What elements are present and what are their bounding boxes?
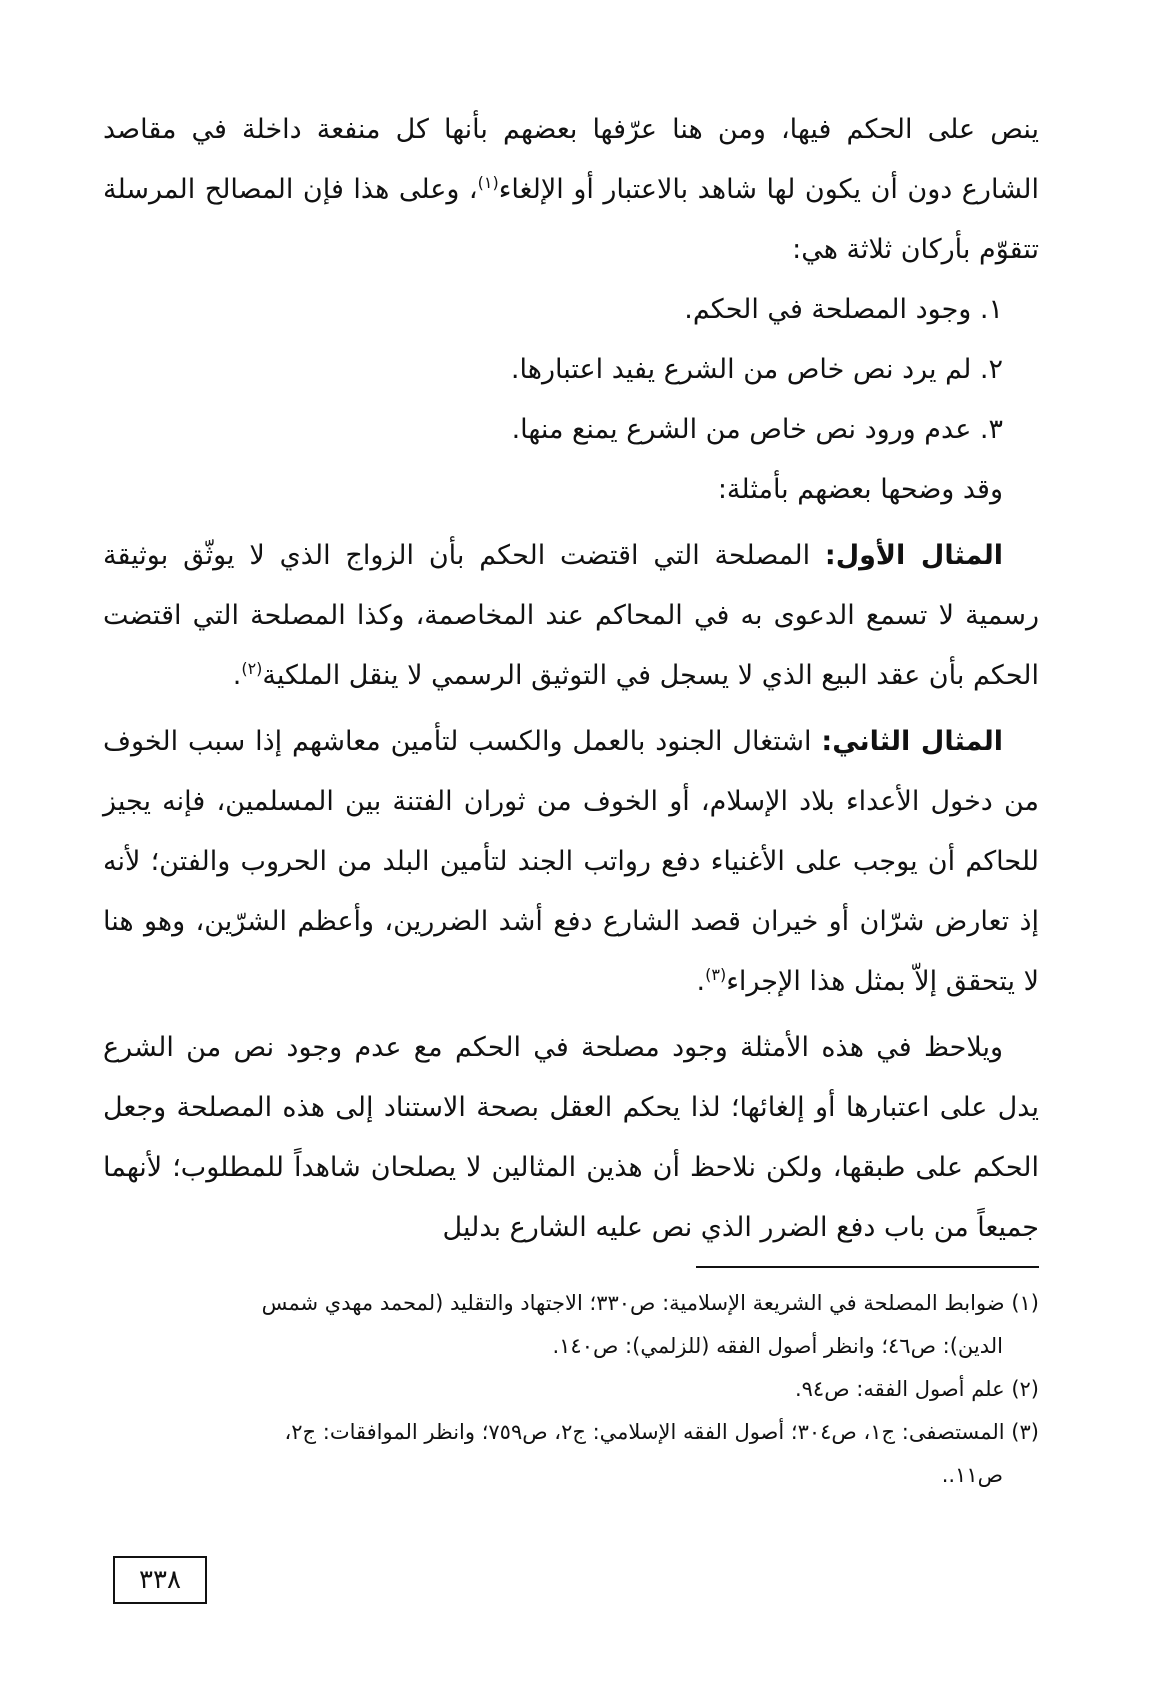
paragraph-definition [103, 100, 1039, 280]
example-1-paragraph [103, 526, 1039, 706]
list-item-2: ٢. لم يرد نص خاص من الشرع يفيد اعتبارها. [510, 354, 1003, 385]
example-2-label: المثال الثاني: [821, 726, 1003, 757]
footnote-separator [696, 1266, 1039, 1268]
example-2-paragraph [103, 712, 1039, 1012]
example-2-text: اشتغال الجنود بالعمل والكسب لتأمين معاشهم إذا سبب الخوف من دخول الأعداء بلاد الإسلام، أو الخوف من ثوران الفتنة بين المسلمين، فإنه يجيز للحاكم أن يوجب على الأغنياء دفع رواتب الجند لتأمين البلد من الحروب والفتن؛ لأنه إذ تعارض شرّان أو خيران قصد الشارع دفع أشد الضررين، وأعظم الشرّين، وهو هنا لا يتحقق إلاّ بمثل هذا الإجراء [103, 726, 1039, 997]
footnotes-section [103, 1282, 1039, 1497]
page-number: ٣٣٨ [139, 1565, 181, 1595]
footnote-1-line-2: الدين): ص٤٦؛ وانظر أصول الفقه (للزلمي): ص١٤٠. [552, 1334, 1003, 1358]
footnote-2: (٢) علم أصول الفقه: ص٩٤. [794, 1377, 1039, 1401]
footnote-ref-1[interactable]: (١) [477, 173, 499, 192]
footnote-1-line-1: (١) ضوابط المصلحة في الشريعة الإسلامية: ص٣٣٠؛ الاجتهاد والتقليد (لمحمد مهدي شمس [261, 1291, 1039, 1315]
footnote-3-line-2: ص١١.. [941, 1463, 1003, 1487]
paragraph-text: ينص على الحكم فيها، ومن هنا عرّفها بعضهم بأنها كل منفعة داخلة في مقاصد الشارع دون أن يكون لها شاهد بالاعتبار أو الإلغاء [103, 114, 1040, 205]
example-1-end: . [232, 660, 242, 691]
examples-intro: وقد وضحها بعضهم بأمثلة: [717, 474, 1003, 505]
example-1-text: المصلحة التي اقتضت الحكم بأن الزواج الذي لا يوثّق بوثيقة رسمية لا تسمع الدعوى به في المحاكم عند المخاصمة، وكذا المصلحة التي اقتضت الحكم بأن عقد البيع الذي لا يسجل في التوثيق الرسمي لا ينقل الملكية [103, 540, 1039, 691]
observation-paragraph: ويلاحظ في هذه الأمثلة وجود مصلحة في الحكم مع عدم وجود نص من الشرع يدل على اعتبارها أو إلغائها؛ لذا يحكم العقل بصحة الاستناد إلى هذه المصلحة وجعل الحكم على طبقها، ولكن نلاحظ أن هذين المثالين لا يصلحان شاهداً للمطلوب؛ لأنهما جميعاً من باب دفع الضرر الذي نص عليه الشارع بدليل [103, 1032, 1039, 1243]
main-text [103, 100, 1039, 1258]
list-item-3: ٣. عدم ورود نص خاص من الشرع يمنع منها. [511, 414, 1003, 445]
page-number-box [113, 1556, 207, 1604]
footnote-ref-3[interactable]: (٣) [705, 965, 727, 984]
paragraph-text-end: ، وعلى هذا فإن المصالح المرسلة تتقوّم بأركان ثلاثة هي: [103, 174, 1039, 265]
footnote-3-line-1: (٣) المستصفى: ج١، ص٣٠٤؛ أصول الفقه الإسلامي: ج٢، ص٧٥٩؛ وانظر الموافقات: ج٢، [284, 1420, 1039, 1444]
list-item-1: ١. وجود المصلحة في الحكم. [684, 294, 1003, 325]
example-2-end: . [696, 966, 706, 997]
footnote-ref-2[interactable]: (٢) [241, 659, 263, 678]
example-1-label: المثال الأول: [824, 540, 1003, 571]
